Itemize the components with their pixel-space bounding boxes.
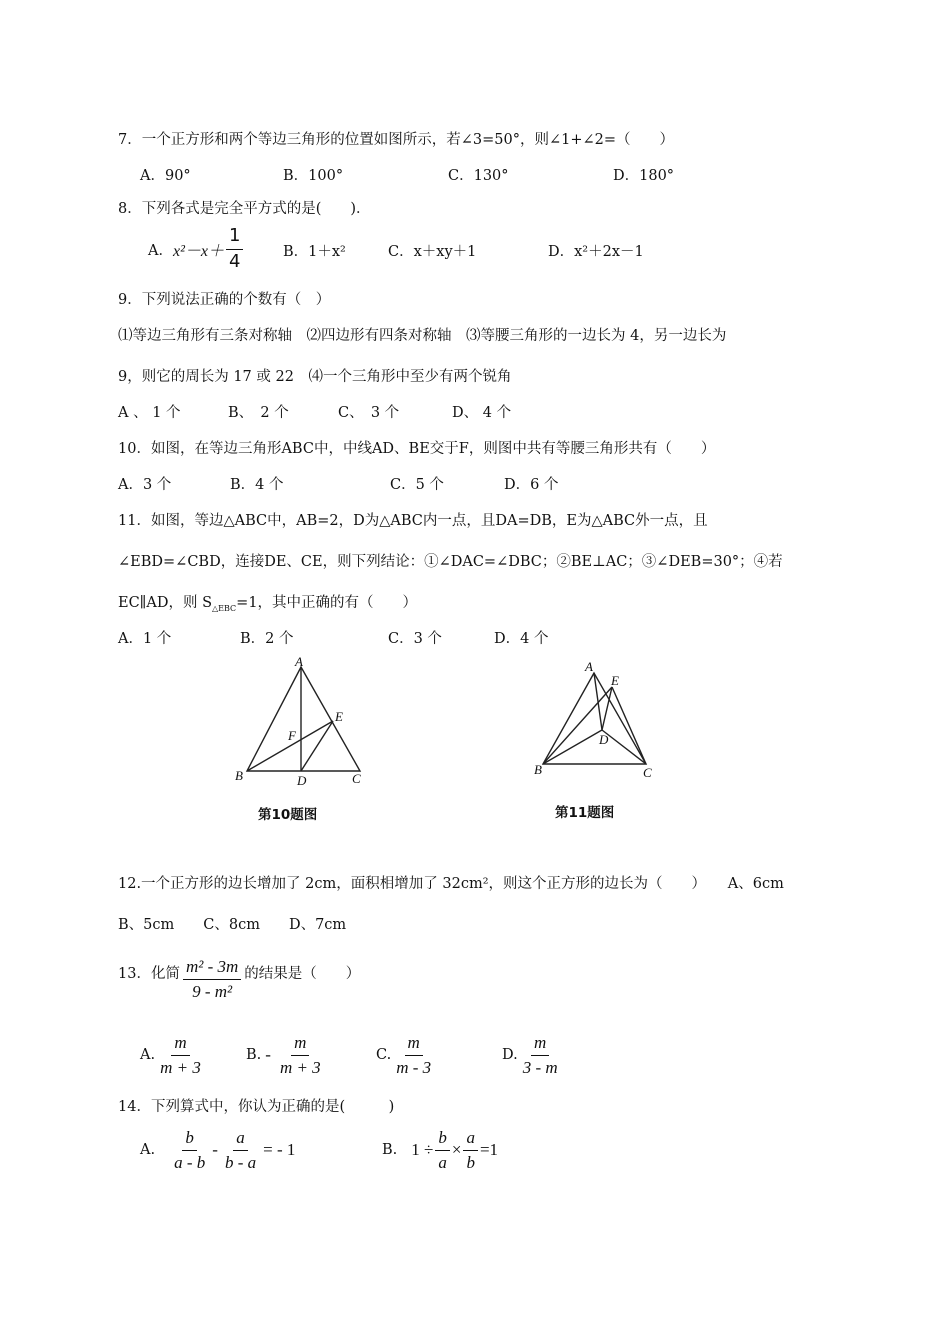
q7-option-c: C．130° <box>448 168 509 184</box>
fig11-segment-dc <box>602 730 646 764</box>
q9-option-c: C、 3 个 <box>338 405 400 421</box>
fig10-triangle-abc <box>247 667 360 771</box>
q11-line-3 <box>118 591 417 613</box>
fig11-segments-ad-db <box>543 673 602 764</box>
q13-stem-pre: 13．化简 <box>118 966 180 982</box>
fig11-segment-ec <box>612 687 646 764</box>
q11-option-c: C．3 个 <box>388 631 442 647</box>
q13-option-b <box>246 1033 326 1077</box>
q14-b-fraction-2 <box>463 1128 478 1172</box>
q14-a-result: = - 1 <box>263 1140 296 1160</box>
q13-stem-fraction <box>183 957 241 1001</box>
q9-option-d: D、 4 个 <box>452 405 512 421</box>
q13-stem <box>118 957 360 1001</box>
q10-option-a: A．3 个 <box>118 477 172 493</box>
q14-a-num-2: a <box>233 1128 248 1151</box>
q8-frac-num: 1 <box>226 226 243 250</box>
q13-b-num: m <box>291 1033 309 1056</box>
q8-option-a-label: A． <box>148 242 173 259</box>
q12-line-2: B、5cm C、8cm D、7cm <box>118 917 347 933</box>
q9-line-1: ⑴等边三角形有三条对称轴 ⑵四边形有四条对称轴 ⑶等腰三角形的一边长为 4，另一边长为 <box>118 328 727 344</box>
fig10-label-d: D <box>297 773 307 788</box>
q13-d-fraction <box>520 1033 561 1077</box>
q14-a-label: A. <box>140 1142 156 1159</box>
q8-option-c: C．x＋xy＋1 <box>388 244 477 260</box>
q14-a-den-1: a - b <box>174 1152 206 1172</box>
q8-option-a-fraction <box>226 226 243 272</box>
q11-option-a: A．1 个 <box>118 631 172 647</box>
q8-frac-den: 4 <box>229 250 241 272</box>
q11-line-3-post: =1，其中正确的有（ ） <box>236 595 418 611</box>
q13-option-c <box>376 1033 436 1077</box>
fig11-triangle-abc <box>543 673 646 764</box>
q13-b-fraction <box>277 1033 324 1077</box>
fig11-caption: 第11题图 <box>555 805 615 821</box>
q11-option-d: D．4 个 <box>494 631 549 647</box>
q13-a-den: m + 3 <box>160 1057 201 1077</box>
q14-option-a <box>140 1128 295 1172</box>
fig10-segment-de <box>301 721 333 771</box>
q9-option-b: B、 2 个 <box>228 405 289 421</box>
q14-stem: 14．下列算式中，你认为正确的是( ) <box>118 1099 395 1115</box>
q13-a-label: A. <box>140 1047 156 1064</box>
q13-stem-num: m² - 3m <box>183 957 241 980</box>
q13-c-fraction <box>393 1033 434 1077</box>
q8-option-d: D．x²＋2x－1 <box>548 244 644 260</box>
q13-a-fraction <box>157 1033 204 1077</box>
fig10-label-f: F <box>288 728 296 743</box>
q8-option-b: B．1＋x² <box>283 244 346 260</box>
fig11-label-a: A <box>585 659 593 674</box>
q11-line-3-pre: EC∥AD，则 S <box>118 595 213 611</box>
q9-option-a: A 、 1 个 <box>118 405 181 421</box>
figure-10 <box>225 655 385 790</box>
q10-option-d: D．6 个 <box>504 477 559 493</box>
fig10-label-a: A <box>295 655 303 669</box>
q7-option-d: D．180° <box>613 168 675 184</box>
q9-stem: 9．下列说法正确的个数有（ ） <box>118 292 331 308</box>
q14-b-den-1: a <box>438 1152 447 1172</box>
q14-a-num-1: b <box>182 1128 197 1151</box>
q13-b-label: B. <box>246 1047 262 1064</box>
q14-option-b <box>382 1128 498 1172</box>
fig11-label-e: E <box>611 673 619 688</box>
q14-a-fraction-2 <box>222 1128 259 1172</box>
q10-option-b: B．4 个 <box>230 477 284 493</box>
q8-option-a <box>148 226 245 272</box>
q14-a-den-2: b - a <box>224 1152 257 1172</box>
q14-b-label: B. <box>382 1142 398 1159</box>
fig10-caption: 第10题图 <box>258 807 318 823</box>
q7-option-a: A．90° <box>140 168 191 184</box>
q10-option-c: C．5 个 <box>390 477 444 493</box>
fig10-label-e: E <box>335 709 343 724</box>
q14-a-fraction-1 <box>171 1128 208 1172</box>
q13-b-sign: - <box>265 1045 271 1065</box>
q13-option-d <box>502 1033 563 1077</box>
q13-c-den: m - 3 <box>396 1057 432 1077</box>
q12-line-1: 12.一个正方形的边长增加了 2cm，面积相增加了 32cm²，则这个正方形的边长为（ ） A、6cm <box>118 876 784 892</box>
fig10-label-b: B <box>235 768 243 783</box>
q11-line-3-sub: △EBC <box>212 603 237 613</box>
fig10-label-c: C <box>352 771 361 786</box>
figure-11 <box>530 655 670 785</box>
q13-d-label: D. <box>502 1047 518 1064</box>
q13-stem-post: 的结果是（ ） <box>244 966 361 982</box>
q13-stem-den: 9 - m² <box>192 981 233 1001</box>
q11-line-1: 11．如图，等边△ABC中，AB=2，D为△ABC内一点，且DA=DB，E为△ABC外一点，且 <box>118 513 708 529</box>
q13-c-num: m <box>405 1033 423 1056</box>
q14-b-pre: 1 ÷ <box>411 1140 434 1160</box>
q7-stem: 7．一个正方形和两个等边三角形的位置如图所示，若∠3=50°，则∠1+∠2=（ ） <box>118 132 674 148</box>
q13-c-label: C. <box>376 1047 392 1064</box>
fig11-label-d: D <box>599 732 609 747</box>
q13-d-den: 3 - m <box>522 1057 558 1077</box>
fig11-label-c: C <box>643 765 652 780</box>
q14-b-fraction-1 <box>435 1128 450 1172</box>
q14-b-result: =1 <box>479 1140 499 1160</box>
q11-line-2: ∠EBD=∠CBD，连接DE、CE，则下列结论：①∠DAC=∠DBC；②BE⊥AC；③∠DEB=30°；④若 <box>118 554 783 570</box>
q14-b-times: × <box>451 1140 462 1160</box>
fig11-label-b: B <box>534 762 542 777</box>
q10-stem: 10．如图，在等边三角形ABC中，中线AD、BE交于F，则图中共有等腰三角形共有（ ） <box>118 441 716 457</box>
q9-line-2: 9，则它的周长为 17 或 22 ⑷一个三角形中至少有两个锐角 <box>118 369 512 385</box>
q8-option-a-expr: x²－x＋ <box>172 242 224 260</box>
q14-b-num-1: b <box>435 1128 450 1151</box>
q14-a-minus: - <box>212 1140 218 1160</box>
q14-b-den-2: b <box>466 1152 475 1172</box>
q14-b-num-2: a <box>463 1128 478 1151</box>
q13-option-a <box>140 1033 206 1077</box>
q13-a-num: m <box>171 1033 189 1056</box>
q13-d-num: m <box>531 1033 549 1056</box>
q8-stem: 8．下列各式是完全平方式的是( )． <box>118 201 371 217</box>
q13-b-den: m + 3 <box>279 1057 321 1077</box>
q7-option-b: B．100° <box>283 168 344 184</box>
q11-option-b: B．2 个 <box>240 631 294 647</box>
